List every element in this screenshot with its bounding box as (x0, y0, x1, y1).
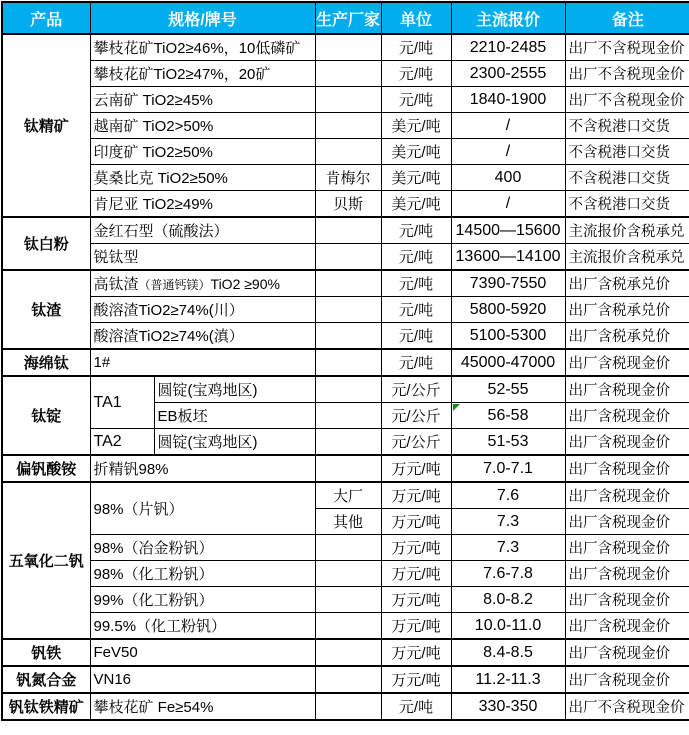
table-row (2, 244, 689, 271)
spec-cell: 越南矿 TiO2>50% (90, 113, 315, 139)
product-cell: 钛锭 (2, 376, 90, 455)
unit-cell: 万元/吨 (381, 482, 451, 509)
maker-cell (315, 639, 381, 666)
note-cell: 出厂不含税现金价 (565, 34, 689, 61)
maker-cell (315, 244, 381, 271)
maker-cell (315, 270, 381, 297)
price-cell: 7.6-7.8 (451, 561, 565, 587)
unit-cell: 万元/吨 (381, 639, 451, 666)
note-cell: 出厂含税现金价 (565, 561, 689, 587)
maker-cell (315, 666, 381, 693)
spec-cell: 攀枝花矿TiO2≥46%，10低磷矿 (90, 34, 315, 61)
table-row (2, 429, 689, 456)
price-cell: 400 (451, 165, 565, 191)
price-cell: 330-350 (451, 693, 565, 720)
note-cell: 出厂含税现金价 (565, 587, 689, 613)
unit-cell: 万元/吨 (381, 561, 451, 587)
col-header-maker: 生产厂家 (315, 2, 381, 34)
unit-cell: 万元/吨 (381, 509, 451, 535)
note-cell: 主流报价含税承兑 (565, 217, 689, 244)
unit-cell: 万元/吨 (381, 455, 451, 482)
spec-cell: 云南矿 TiO2≥45% (90, 87, 315, 113)
grade-cell: TA2 (90, 429, 154, 456)
note-cell: 出厂含税现金价 (565, 535, 689, 561)
unit-cell: 万元/吨 (381, 535, 451, 561)
spec-cell: 圆锭(宝鸡地区) (154, 376, 315, 403)
price-cell: 52-55 (451, 376, 565, 403)
unit-cell: 元/吨 (381, 61, 451, 87)
maker-cell (315, 34, 381, 61)
price-cell: 8.0-8.2 (451, 587, 565, 613)
unit-cell: 美元/吨 (381, 139, 451, 165)
spec-cell: 折精钒98% (90, 455, 315, 482)
col-header-note: 备注 (565, 2, 689, 34)
table-row (2, 666, 689, 693)
unit-cell: 万元/吨 (381, 587, 451, 613)
note-cell: 出厂含税现金价 (565, 482, 689, 509)
spec-cell: 金红石型（硫酸法） (90, 217, 315, 244)
maker-cell (315, 376, 381, 403)
unit-cell: 元/吨 (381, 693, 451, 720)
note-cell: 出厂含税现金价 (565, 613, 689, 640)
spec-cell (90, 270, 315, 297)
maker-cell: 大厂 (315, 482, 381, 509)
maker-cell (315, 139, 381, 165)
spec-cell: 圆锭(宝鸡地区) (154, 429, 315, 456)
unit-cell: 元/吨 (381, 297, 451, 323)
spec-cell: FeV50 (90, 639, 315, 666)
spec-cell: 锐钛型 (90, 244, 315, 271)
note-cell: 出厂含税现金价 (565, 666, 689, 693)
table-row (2, 455, 689, 482)
price-cell: / (451, 113, 565, 139)
maker-cell (315, 613, 381, 640)
table-row (2, 61, 689, 87)
table-row (2, 613, 689, 640)
price-cell: 1840-1900 (451, 87, 565, 113)
note-cell: 出厂含税现金价 (565, 429, 689, 456)
unit-cell: 元/吨 (381, 87, 451, 113)
table-row (2, 270, 689, 297)
col-header-price: 主流报价 (451, 2, 565, 34)
table-row (2, 535, 689, 561)
unit-cell: 元/吨 (381, 34, 451, 61)
price-cell: 10.0-11.0 (451, 613, 565, 640)
price-cell: / (451, 191, 565, 218)
spec-cell: 98%（化工粉钒） (90, 561, 315, 587)
price-cell (451, 403, 565, 429)
spec-text: 高钛渣 (93, 276, 139, 293)
unit-cell: 万元/吨 (381, 666, 451, 693)
product-cell: 钒氮合金 (2, 666, 90, 693)
table-row (2, 587, 689, 613)
price-cell: 14500—15600 (451, 217, 565, 244)
col-header-product: 产品 (2, 2, 90, 34)
note-cell: 出厂不含税现金价 (565, 693, 689, 720)
spec-cell: EB板坯 (154, 403, 315, 429)
table-row (2, 191, 689, 218)
table-row (2, 297, 689, 323)
price-cell: 13600—14100 (451, 244, 565, 271)
price-cell: 7.3 (451, 535, 565, 561)
price-text: 56-58 (487, 406, 529, 424)
col-header-spec: 规格/牌号 (90, 2, 315, 34)
maker-cell (315, 455, 381, 482)
table-row (2, 34, 689, 61)
note-cell: 出厂含税现金价 (565, 639, 689, 666)
maker-cell (315, 429, 381, 456)
spec-cell: 印度矿 TiO2≥50% (90, 139, 315, 165)
table-row (2, 639, 689, 666)
spec-text: TiO2 ≥90% (210, 276, 280, 292)
note-cell: 出厂含税现金价 (565, 509, 689, 535)
grade-cell: TA1 (90, 376, 154, 429)
unit-cell: 元/吨 (381, 270, 451, 297)
maker-cell (315, 113, 381, 139)
spec-cell: 98%（片钒） (90, 482, 315, 535)
maker-cell (315, 87, 381, 113)
note-cell: 出厂含税承兑价 (565, 270, 689, 297)
note-cell: 出厂含税现金价 (565, 376, 689, 403)
table-row (2, 217, 689, 244)
note-cell: 不含税港口交货 (565, 165, 689, 191)
maker-cell (315, 403, 381, 429)
unit-cell: 美元/吨 (381, 191, 451, 218)
table-row (2, 561, 689, 587)
price-cell: 2210-2485 (451, 34, 565, 61)
spec-text-small: （普通钙镁） (138, 278, 211, 292)
table-row (2, 693, 689, 720)
product-cell: 钛精矿 (2, 34, 90, 217)
price-cell: / (451, 139, 565, 165)
note-cell: 出厂含税现金价 (565, 455, 689, 482)
price-cell: 8.4-8.5 (451, 639, 565, 666)
product-cell: 钒铁 (2, 639, 90, 666)
price-cell: 45000-47000 (451, 349, 565, 376)
product-cell: 钒钛铁精矿 (2, 693, 90, 720)
price-cell: 2300-2555 (451, 61, 565, 87)
maker-cell: 贝斯 (315, 191, 381, 218)
note-cell: 不含税港口交货 (565, 191, 689, 218)
spec-cell: 攀枝花矿 Fe≥54% (90, 693, 315, 720)
spec-cell: VN16 (90, 666, 315, 693)
maker-cell (315, 349, 381, 376)
maker-cell (315, 297, 381, 323)
unit-cell: 元/吨 (381, 323, 451, 350)
spec-cell: 攀枝花矿TiO2≥47%，20矿 (90, 61, 315, 87)
spec-cell: 莫桑比克 TiO2≥50% (90, 165, 315, 191)
unit-cell: 元/公斤 (381, 376, 451, 403)
table-row (2, 349, 689, 376)
table-row (2, 139, 689, 165)
header-row (2, 2, 689, 34)
table-row (2, 323, 689, 350)
price-cell: 5100-5300 (451, 323, 565, 350)
product-cell: 钛白粉 (2, 217, 90, 270)
maker-cell (315, 535, 381, 561)
unit-cell: 元/公斤 (381, 429, 451, 456)
note-cell: 出厂含税现金价 (565, 403, 689, 429)
green-triangle-icon (453, 404, 460, 411)
product-cell: 钛渣 (2, 270, 90, 349)
table-row (2, 482, 689, 509)
note-cell: 出厂不含税现金价 (565, 61, 689, 87)
spec-cell: 酸溶渣TiO2≥74%(川） (90, 297, 315, 323)
note-cell: 不含税港口交货 (565, 113, 689, 139)
note-cell: 出厂含税现金价 (565, 349, 689, 376)
table-row (2, 165, 689, 191)
product-cell: 五氧化二钒 (2, 482, 90, 639)
price-cell: 51-53 (451, 429, 565, 456)
unit-cell: 美元/吨 (381, 113, 451, 139)
table-row (2, 376, 689, 403)
price-cell: 5800-5920 (451, 297, 565, 323)
note-cell: 不含税港口交货 (565, 139, 689, 165)
maker-cell: 肯梅尔 (315, 165, 381, 191)
unit-cell: 元/吨 (381, 244, 451, 271)
price-cell: 7390-7550 (451, 270, 565, 297)
maker-cell (315, 61, 381, 87)
note-cell: 出厂不含税现金价 (565, 87, 689, 113)
table-row (2, 113, 689, 139)
maker-cell (315, 217, 381, 244)
col-header-unit: 单位 (381, 2, 451, 34)
price-cell: 11.2-11.3 (451, 666, 565, 693)
unit-cell: 元/吨 (381, 349, 451, 376)
spec-cell: 99.5%（化工粉钒） (90, 613, 315, 640)
spec-cell: 98%（冶金粉钒） (90, 535, 315, 561)
maker-cell (315, 693, 381, 720)
table-row (2, 87, 689, 113)
spec-cell: 肯尼亚 TiO2≥49% (90, 191, 315, 218)
note-cell: 出厂含税承兑价 (565, 297, 689, 323)
unit-cell: 元/公斤 (381, 403, 451, 429)
price-cell: 7.6 (451, 482, 565, 509)
unit-cell: 万元/吨 (381, 613, 451, 640)
maker-cell (315, 323, 381, 350)
unit-cell: 美元/吨 (381, 165, 451, 191)
product-cell: 偏钒酸铵 (2, 455, 90, 482)
maker-cell (315, 587, 381, 613)
maker-cell: 其他 (315, 509, 381, 535)
spec-cell: 99%（化工粉钒） (90, 587, 315, 613)
unit-cell: 元/吨 (381, 217, 451, 244)
price-table (1, 1, 689, 721)
spec-cell: 1# (90, 349, 315, 376)
price-cell: 7.3 (451, 509, 565, 535)
note-cell: 主流报价含税承兑 (565, 244, 689, 271)
note-cell: 出厂含税承兑价 (565, 323, 689, 350)
product-cell: 海绵钛 (2, 349, 90, 376)
price-cell: 7.0-7.1 (451, 455, 565, 482)
maker-cell (315, 561, 381, 587)
spec-cell: 酸溶渣TiO2≥74%(滇） (90, 323, 315, 350)
